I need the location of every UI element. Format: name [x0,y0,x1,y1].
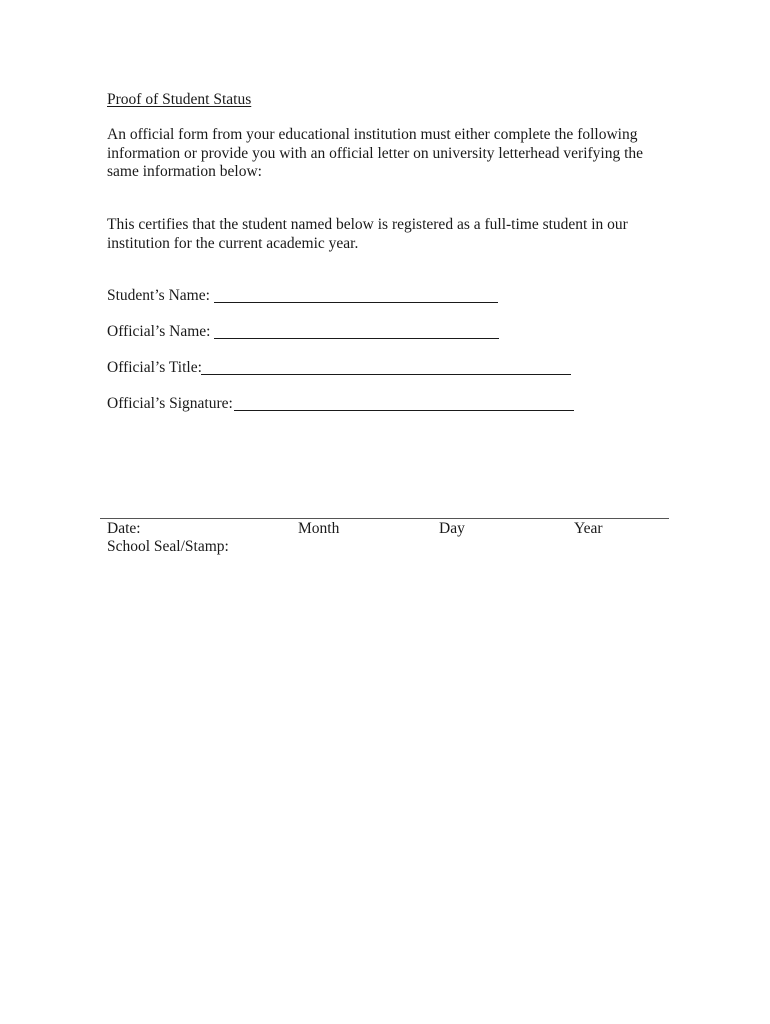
date-label: Date: [107,520,141,537]
day-label: Day [439,520,465,537]
school-seal-label: School Seal/Stamp: [107,538,229,555]
intro-paragraph: An official form from your educational institution must either complete the following information or provide you with an official letter on university letterhead verifying the same information below: [107,126,644,180]
official-title-line[interactable] [201,374,571,375]
official-signature-label: Official’s Signature: [107,395,233,412]
official-name-line[interactable] [214,338,499,339]
date-line[interactable] [100,518,669,519]
month-label: Month [298,520,340,537]
student-name-line[interactable] [214,302,498,303]
form-title: Proof of Student Status [107,91,252,108]
official-signature-line[interactable] [234,410,574,411]
official-title-label: Official’s Title: [107,359,202,376]
certification-paragraph: This certifies that the student named below is registered as a full-time student in our institution for the current academic year. [107,216,628,252]
year-label: Year [574,520,603,537]
official-name-label: Official’s Name: [107,323,211,340]
student-name-label: Student’s Name: [107,287,210,304]
